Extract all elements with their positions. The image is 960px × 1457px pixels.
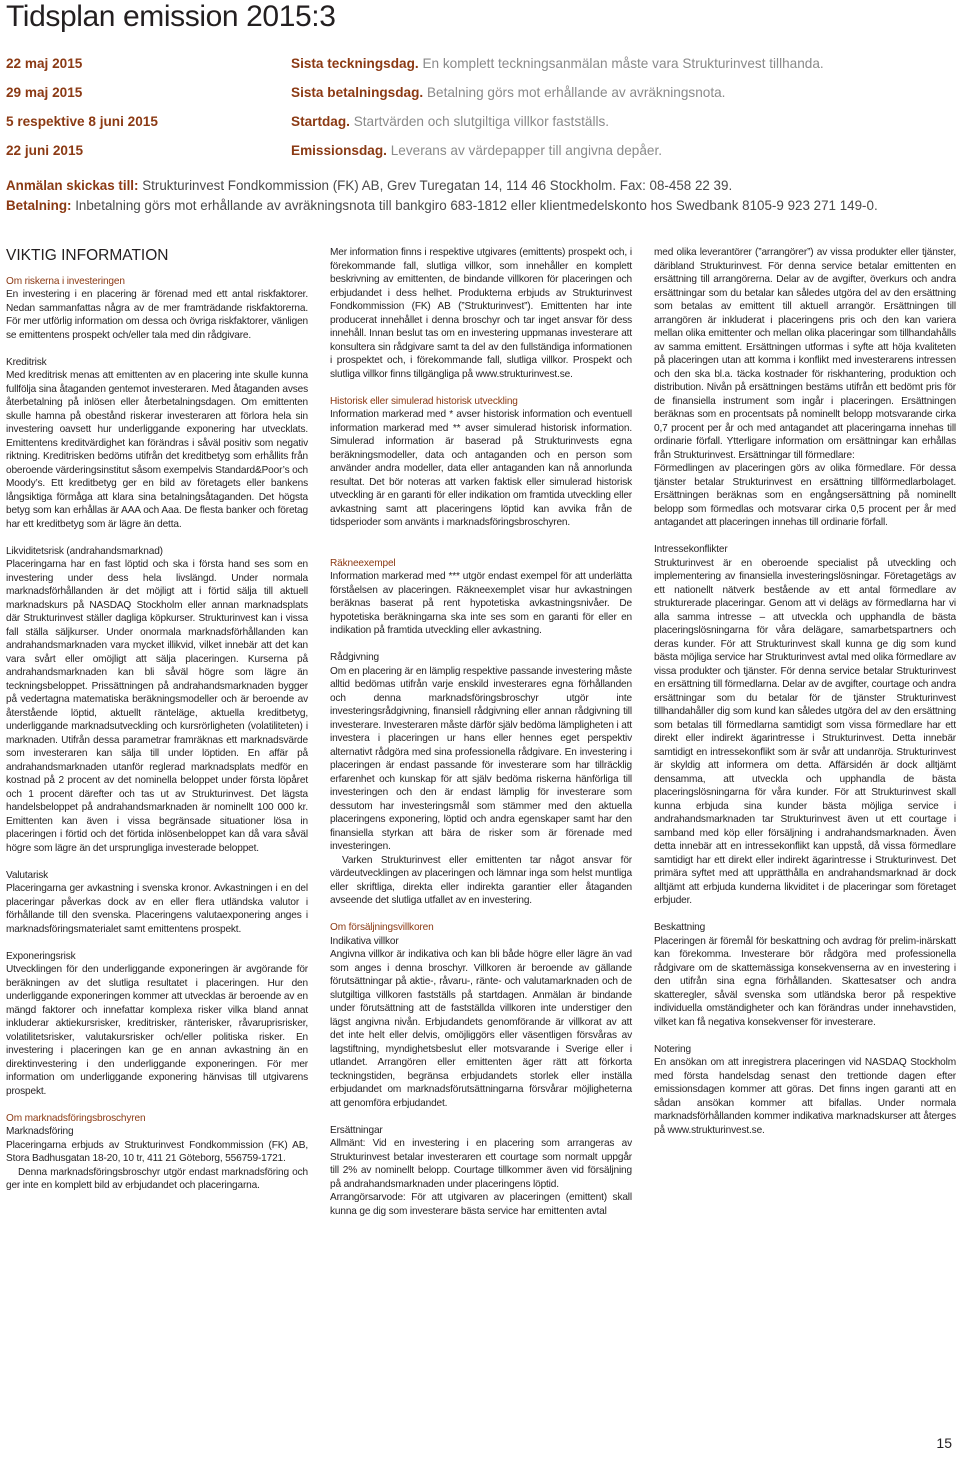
- compensation-paragraph-2: Arrangörsarvode: För att utgivaren av placeringen (emittent) skall kunna ge dig som investerare bästa service har emittenten avtal: [330, 1192, 632, 1217]
- payment-text: Inbetalning görs mot erhållande av avräkningsnota till bankgiro 683-1812 eller klientmedelskonto hos Swedbank 8105-9 923 271 149-0.: [71, 198, 878, 213]
- schedule-row: [6, 56, 956, 85]
- brochure-heading: Om marknadsföringsbroschyren: [6, 1112, 146, 1124]
- schedule-label: Startdag.: [291, 114, 350, 129]
- broker-paragraph: Förmedlingen av placeringen görs av olika förmedlare. För dessa tjänster betalar Strukturinvest en ersättning tillförmedlarbolaget. Ersättningen beräknas som en engångsersättning på nominellt belopp som förmedlas och motsvarar cirka 0,5 procent per år med antagandet att placeringen innehas till ordinarie förfall.: [654, 463, 956, 528]
- liquidity-risk-heading: Likviditetsrisk (andrahandsmarknad): [6, 545, 163, 557]
- advice-heading: Rådgivning: [330, 652, 380, 663]
- schedule-list: [6, 56, 956, 172]
- risk-paragraph: En investering i en placering är förenad med ett antal riskfaktorer. Nedan sammanfattas några av de mer framträdande riskfaktorerna. För mer utförlig information om dessa och övriga riskfaktorer, vänligen se emittentens prospekt och/eller tala med din rådgivare.: [6, 289, 308, 341]
- arranger-paragraph: med olika leverantörer (”arrangörer”) av vissa produkter eller tjänster, däribland Strukturinvest. För denna service betalar emittenten en ersättning till arrangörerna. Delar av de avgifter, överkurs och andra ersättningar som du betalar kan således utgöra del av den ersättning som betalas av emittent till aktuell arrangör. Ersättningen till arrangören är inkluderat i placeringens pris och den kan variera mellan olika emittenter och mellan olika placeringar som tillhandahålls av samma emittent. Ersättningen utformas i syfte att höja kvaliteten på placeringen utan att komma i konflikt med investerarens intressen och den ska bl.a. täcka kostnader för riskhantering, produktion och distribution. Nivån på ersättningen bestäms utifrån ett bedömt pris för de finansiella instrument som ingår i placeringen. Ersättningen beräknas som en procentsats på nominellt belopp motsvarande cirka 0,7 procent per år och med antagandet att placeringarna innehas till ordinarie förfall. Ytterligare information om ersättningar kan erhållas från Strukturinvest. Ersättningar till förmedlare:: [654, 247, 956, 461]
- indicative-terms-heading: Indikativa villkor: [330, 935, 399, 947]
- advice-paragraph-1: Om en placering är en lämplig respektive passande investering måste alltid bedömas utifrån varje enskild investerares egna förhållanden och denna marknadsföringsbroschyr utgör inte investeringsrådgivning, finansiell rådgivning eller annan rådgivning till investerare. Investeraren måste därför själv bedöma lämpligheten i att investera i placeringen ur hans eller hennes eget perspektiv alternativt rådgöra med sina professionella rådgivare. En investering i placeringen är endast passande för investerare som har tillräcklig erfarenhet och kunskap för att själv bedöma riskerna hänförliga till investeringen och den är endast lämplig för investerare som dessutom har investeringsmål som stämmer med den aktuella placeringens exponering, löptid och andra egenskaper samt har den finansiella styrkan att bära de risker som är förenade med investeringen.: [330, 665, 633, 852]
- compensation-heading: Ersättningar: [330, 1124, 383, 1136]
- schedule-label: Sista betalningsdag.: [291, 85, 424, 100]
- schedule-date: 5 respektive 8 juni 2015: [6, 114, 158, 129]
- indicative-terms-paragraph: Angivna villkor är indikativa och kan bli både högre eller lägre än vad som anges i denna broschyr. Villkoren är beroende av gällande förutsättningar på aktie-, råvaru-, ränte- och valutamarknaden och de slutgiltiga villkoren fastställs på startdagen. Anmälan är bindande under förutsättning att de fastställda villkoren inte understiger den lägst angivna nivån. Erbjudandets genomförande är villkorat av att det inte helt eller delvis, omöjliggörs eller väsentligen försvåras av lagstiftning, myndighetsbeslut eller motsvarande i Sverige eller i utlandet. Arrangören eller emittenten äger rätt att förkorta teckningstiden, begränsa erbjudandets storlek eller inställa erbjudandet om marknadsförutsättningarna försvårar möjligheterna att genomföra erbjudandet.: [330, 949, 632, 1109]
- column-3: [654, 246, 956, 1137]
- marketing-subheading: Marknadsföring: [6, 1126, 74, 1137]
- schedule-label: Emissionsdag.: [291, 143, 387, 158]
- schedule-row: [6, 85, 956, 114]
- conflict-paragraph: Strukturinvest är en oberoende specialist på utveckling och implementering av finansiella investeringslösningar. Företagetägs av ett nationellt nätverk bestående av ett antal förmedlare av strukturerade placeringar. Genom att vi delägs av förmedlarna har vi alla samma intresse – att utveckla och upphandla de bästa placeringslösningarna för våra delägare, samarbetspartners och deras kunder. För att Strukturinvest skall kunna ge dig som kund bästa möjliga service har Strukturinvest avtal med olika förmedlare av vissa produkter och tjänster. För denna service betalar Strukturinvest en ersättning till förmedlarna. Delar av de avgifter, courtage och andra ersättningar som du betalar för de tjänster Strukturinvest tillhandahåller dig som kund kan således utgöra del av den ersättning som betalas till förmedlarna samtidigt som vissa förmedlare har ett direkt eller indirekt ägarintresse i Strukturinvest. Detta innebär samtidigt en intressekonflikt som är svår att undanröja. Strukturinvest är skyldig att informera om detta. Affärsidén är dock alltjämt densamma, att utveckla och upphandla de bästa placeringslösningarna för våra kunder. För att Strukturinvest skall kunna erbjuda sina kunder bästa möjliga service i andrahandsmarknaden tar Strukturinvest även ut ett courtage i samband med köp eller försäljning i andrahandsmarknaden. Även detta innebär att en intressekonflikt kan uppstå, då vissa förmedlare samtidigt har ett direkt eller indirekt ägarintresse i Strukturinvest. Det primära syftet med att upprätthålla en andrahandsmarknad är dock alltjämt att erbjuda kunderna likviditet i de placeringar som företaget erbjuder.: [654, 557, 956, 906]
- listing-heading: Notering: [654, 1043, 691, 1055]
- historical-heading: Historisk eller simulerad historisk utveckling: [330, 395, 518, 407]
- application-label: Anmälan skickas till:: [6, 178, 139, 193]
- tax-heading: Beskattning: [654, 922, 706, 933]
- payment-notice: [6, 198, 956, 214]
- conflict-heading: Intressekonflikter: [654, 544, 728, 555]
- exposure-risk-paragraph: Utvecklingen för den underliggande exponeringen är avgörande för beräkningen av det slutliga resultatet i placeringen. Hur den underliggande exponeringen kommer att utvecklas är beroende av en mängd faktorer och innefattar komplexa risker vilka bland annat inkluderar aktiekursrisker, kreditrisker, ränterisker, råvaruprisrisker, volatilitetsrisker, valutakursrisker och/eller politiska risker. En investering i placeringen kan ge en annan avkastning än en direktinvestering i den underliggande exponeringen. För mer information om underliggande exponering hänvisas till utgivarens prospekt.: [6, 964, 308, 1097]
- sales-terms-heading: Om försäljningsvillkoren: [330, 922, 434, 933]
- column-1: [6, 246, 308, 1193]
- marketing-paragraph-1: Placeringarna erbjuds av Strukturinvest Fondkommission (FK) AB, Stora Badhusgatan 18-20, 10 tr, 411 21 Göteborg, 556759-1721.: [6, 1139, 308, 1164]
- page-number: 15: [936, 1435, 952, 1451]
- schedule-desc: Leverans av värdepapper till angivna depåer.: [386, 143, 663, 158]
- schedule-desc: Startvärden och slutgiltiga villkor fastställs.: [349, 114, 610, 129]
- credit-risk-paragraph: Med kreditrisk menas att emittenten av en placering inte skulle kunna fullfölja sina åtaganden gentemot investeraren. Med åtaganden avses återbetalning på inlösen eller återbetalningsdagen. Om emittenten skulle hamna på obestånd riskerar investeraren att förlora hela sin investering oavsett hur underliggande exponering har utvecklats. Emittentens kreditvärdighet kan förändras i såväl positiv som negativ riktning. Kreditrisken bedöms utifrån det kreditbetyg som erhållits från oberoende värderingsinstitut såsom exempelvis Standard&Poor’s och Moody’s. Ett kreditbetyg ger en bild av företagets eller bankens långsiktiga förmåga att klara sina betalningsåtaganden. Det högsta betyg som kan erhållas är AAA och Aaa. De flesta banker och företag har ett kreditbetyg som är lägre än detta.: [6, 370, 308, 530]
- schedule-row: [6, 114, 956, 143]
- more-info-paragraph: Mer information finns i respektive utgivares (emittents) prospekt och, i förekommande fall, slutliga villkor, som innehåller en komplett beskrivning av emittenten, de bindande villkoren för placeringen och erbjudandet i dess helhet. Produkterna erbjuds av Strukturinvest Fondkommission (FK) AB (”Strukturinvest”). Emittenten har inte producerat innehållet i denna broschyr och tar inget ansvar för dess innehåll. Innan beslut tas om en investering uppmanas investerare att konsultera sin rådgivare samt ta del av den fullständiga informationen i prospektet och, i förekommande fall, slutliga villkor. Prospekt och slutliga villkor finns tillgängliga på www.strukturinvest.se.: [330, 247, 632, 380]
- marketing-paragraph-2: Denna marknadsföringsbroschyr utgör endast marknadsföring och ger inte en komplett bild av erbjudandet och placeringarna.: [6, 1166, 308, 1191]
- currency-risk-heading: Valutarisk: [6, 869, 49, 881]
- risk-heading: Om riskerna i investeringen: [6, 275, 125, 287]
- tax-paragraph: Placeringen är föremål för beskattning och avdrag för prelim-inärskatt kan förekomma. Investerare bör rådgöra med professionella rådgivare om de skattemässiga konsekvenserna av en investering i den utifrån sina egna förhållanden. Skattesatser och andra skatteregler, såväl svenska som utländska beror på respektive individuella omständigheter och kan förändras under innehavstiden, vilket kan få negativa konsekvenser för investerare.: [654, 935, 956, 1028]
- schedule-date: 29 maj 2015: [6, 85, 83, 100]
- schedule-date: 22 maj 2015: [6, 56, 83, 71]
- application-notice: [6, 178, 956, 194]
- exposure-risk-heading: Exponeringsrisk: [6, 950, 76, 962]
- section-heading: VIKTIG INFORMATION: [6, 247, 169, 264]
- schedule-desc: Betalning görs mot erhållande av avräkningsnota.: [423, 85, 726, 100]
- currency-risk-paragraph: Placeringarna ger avkastning i svenska kronor. Avkastningen i en del placeringar påverkas dock av en eller flera utländska valutor i förhållande till den svenska. Placeringens valutaexponering anges i marknadsföringsmaterialet samt emittentens prospekt.: [6, 883, 308, 935]
- schedule-row: [6, 143, 956, 172]
- historical-paragraph: Information markerad med * avser historisk information och eventuell information markerad med ** avser simulerad historisk information. Simulerad information är baserad på Strukturinvests egna beräkningsmodeller, data och antaganden och en person som använder andra modeller, data eller antaganden kan nå annorlunda resultat. Det bör noteras att varken faktisk eller simulerad historisk utveckling är en garanti för eller indikation om framtida utveckling eller avkastning samt att placeringens löptid kan avvika från de tidsperioder som använts i marknadsföringsbroschyren.: [330, 409, 632, 528]
- schedule-desc: En komplett teckningsanmälan måste vara Strukturinvest tillhanda.: [418, 56, 824, 71]
- advice-paragraph-2: Varken Strukturinvest eller emittenten tar något ansvar för värdeutvecklingen av placeringen och lämnar inga som helst muntliga eller skriftliga, direkta eller indirekta garantier eller åtaganden avseende det slutliga utfallet av en investering.: [330, 854, 632, 906]
- credit-risk-heading: Kreditrisk: [6, 356, 47, 368]
- application-text: Strukturinvest Fondkommission (FK) AB, Grev Turegatan 14, 114 46 Stockholm. Fax: 08-458 22 39.: [138, 178, 733, 193]
- listing-paragraph: En ansökan om att inregistrera placeringen vid NASDAQ Stockholm med första handelsdag senast den trettionde dagen efter emissionsdagen kommer att göras. Det finns ingen garanti att en sådan ansökan kommer att bifallas. Under normala marknadsförhållanden kommer indikativa marknadskurser att återges på www.strukturinvest.se.: [654, 1057, 956, 1136]
- example-heading: Räkneexempel: [330, 557, 396, 569]
- schedule-label: Sista teckningsdag.: [291, 56, 419, 71]
- schedule-date: 22 juni 2015: [6, 143, 84, 158]
- payment-label: Betalning:: [6, 198, 72, 213]
- example-paragraph: Information markerad med *** utgör endast exempel för att underlätta förståelsen av placeringen. Räkneexemplet visar hur avkastningen beräknas baserat på rent hypotetiska avkastningsnivåer. De hypotetiska beräkningarna ska inte ses som en garanti för eller en indikation på framtida utveckling eller avkastning.: [330, 571, 632, 636]
- column-2: [330, 246, 632, 1218]
- page-title: Tidsplan emission 2015:3: [6, 0, 336, 33]
- liquidity-risk-paragraph: Placeringarna har en fast löptid och ska i första hand ses som en investering under dess hela livslängd. Under normala marknadsförhållanden är det möjligt att i förtid sälja till aktuell marknadskurs på NASDAQ Stockholm eller annan marknadsplats där Strukturinvest ställer dagliga köpkurser. Strukturinvest kan i vissa fall ställa säljkurser. Under onormala marknadsförhållanden kan andrahandsmarknaden vara mycket illikvid, vilket innebär att det kan vara svårt eller omöjligt att sälja placeringen. Kurserna på andrahandsmarknaden kan bli såväl högre som lägre än teckningsbeloppet. Prissättningen på andrahandsmarknaden bygger på vedertagna matematiska beräkningsmodeller och är beroende av återstående löptid, aktuellt ränteläge, aktuella kreditbetyg, underliggande marknadsutveckling och kursrörligheten (volatiliteten) i marknaden. Utifrån dessa parametrar framräknas ett marknadsvärde som investeraren kan sälja till under löptiden. En affär på andrahandsmarknaden utanför reglerad marknadsplats medför en kostnad på 2 procent av det nominella beloppet under första löpåret och 1 procent därefter och tas ut av Strukturinvest. Det lägsta handelsbeloppet på andrahandsmarknaden är nominellt 100 000 kr. Emittenten kan även i vissa begränsade situationer lösa in placeringen i förtid och det förtida inlösenbeloppet kan då vara såväl högre som lägre än det ursprungliga investerade beloppet.: [6, 559, 308, 854]
- compensation-paragraph-1: Allmänt: Vid en investering i en placering som arrangeras av Strukturinvest betalar investeraren ett courtage som normalt uppgår till 2% av nominellt belopp. Courtage tillkommer även vid försäljning på andrahandsmarknaden under placeringens löptid.: [330, 1138, 632, 1190]
